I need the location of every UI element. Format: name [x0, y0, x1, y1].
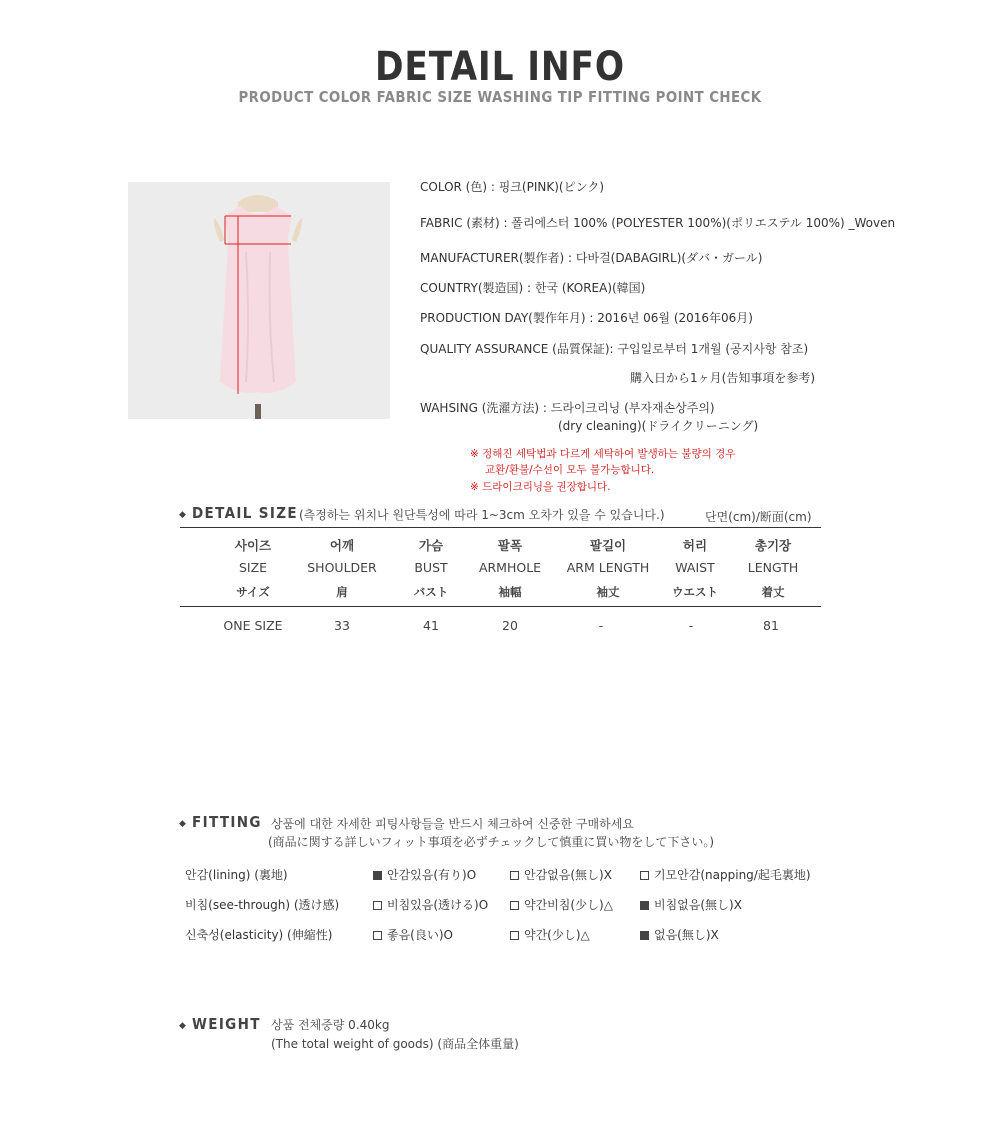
option-label: 없음(無し)X	[654, 928, 719, 942]
weight-line-1: 상품 전체중량 0.40kg	[271, 1018, 390, 1032]
header-ko-waist: 허리	[682, 538, 708, 553]
header-en-shoulder: SHOULDER	[307, 560, 377, 575]
header-en-size: SIZE	[238, 560, 268, 575]
header-ko-length: 총기장	[754, 538, 792, 553]
info-country: COUNTRY(製造国) : 한국 (KOREA)(韓国)	[420, 281, 646, 295]
checkbox-checked-icon[interactable]	[373, 871, 382, 880]
header-jp-arm-length: 袖丈	[596, 585, 620, 599]
header-en-arm-length: ARM LENGTH	[566, 560, 650, 575]
note-line-2: 교환/환불/수선이 모두 불가능합니다.	[485, 464, 655, 476]
dress-illustration	[128, 182, 390, 419]
page-subtitle: PRODUCT COLOR FABRIC SIZE WASHING TIP FITTING POINT CHECK	[238, 88, 762, 106]
checkbox-empty-icon[interactable]	[373, 901, 382, 910]
info-fabric: FABRIC (素材) : 폴리에스터 100% (POLYESTER 100%)(ポリエステル 100%) _Woven	[420, 216, 896, 230]
option-elasticity-slight[interactable]	[510, 926, 590, 943]
header-ko-bust: 가슴	[418, 538, 444, 553]
checkbox-checked-icon[interactable]	[640, 901, 649, 910]
option-see-through-no[interactable]	[640, 896, 742, 913]
header-jp-waist: ウエスト	[672, 585, 718, 599]
option-see-through-yes[interactable]	[373, 896, 488, 913]
diamond-bullet-icon: ◆	[179, 1021, 186, 1031]
checkbox-empty-icon[interactable]	[640, 871, 649, 880]
option-label: 약간비침(少し)△	[524, 898, 613, 912]
info-quality-assurance-jp: 購入日から1ヶ月(告知事項を参考)	[630, 371, 815, 385]
option-elasticity-none[interactable]	[640, 926, 719, 943]
header-jp-armhole: 袖幅	[498, 585, 522, 599]
option-label: 비침없음(無し)X	[654, 898, 742, 912]
checkbox-empty-icon[interactable]	[510, 901, 519, 910]
note-line-1: ※ 정해진 세탁법과 다르게 세탁하여 발생하는 불량의 경우	[470, 448, 736, 460]
option-label: 좋음(良い)O	[387, 928, 453, 942]
page-title: DETAIL INFO	[375, 44, 625, 90]
fitting-heading: FITTING	[192, 813, 262, 831]
table-cell-shoulder: 33	[334, 618, 350, 633]
note-line-3: ※ 드라이크리닝을 권장합니다.	[470, 481, 611, 493]
table-cell-size: ONE SIZE	[223, 618, 283, 633]
detail-size-unit: 단면(cm)/断面(cm)	[705, 510, 812, 524]
detail-size-heading: DETAIL SIZE	[192, 504, 298, 522]
header-jp-bust: バスト	[413, 585, 449, 599]
option-label: 기모안감(napping/起毛裏地)	[654, 868, 811, 882]
checkbox-empty-icon[interactable]	[510, 871, 519, 880]
checkbox-empty-icon[interactable]	[373, 931, 382, 940]
option-label: 약간(少し)△	[524, 928, 590, 942]
option-lining-napping[interactable]	[640, 866, 811, 883]
header-jp-length: 着丈	[761, 585, 785, 599]
table-header-rule	[180, 606, 821, 607]
info-washing: WAHSING (洗濯方法) : 드라이크리닝 (부자재손상주의)	[420, 401, 715, 415]
info-production-day: PRODUCTION DAY(製作年月) : 2016년 06월 (2016年06月)	[420, 311, 753, 325]
header-en-armhole: ARMHOLE	[478, 560, 542, 575]
fitting-label-elasticity: 신축성(elasticity) (伸縮性)	[185, 928, 333, 942]
header-en-bust: BUST	[414, 560, 448, 575]
weight-line-2: (The total weight of goods) (商品全体重量)	[271, 1037, 519, 1051]
table-cell-bust: 41	[423, 618, 439, 633]
header-ko-armhole: 팔폭	[497, 538, 523, 553]
option-label: 안감없음(無し)X	[524, 868, 612, 882]
option-lining-yes[interactable]	[373, 866, 476, 883]
weight-heading: WEIGHT	[192, 1015, 261, 1033]
detail-size-description: (측정하는 위치나 원단특성에 따라 1~3cm 오차가 있을 수 있습니다.)	[299, 508, 665, 522]
header-ko-shoulder: 어깨	[329, 538, 355, 553]
info-washing-en: (dry cleaning)(ドライクリーニング)	[558, 419, 759, 433]
header-jp-shoulder: 肩	[336, 585, 348, 599]
fitting-description-1: 상품에 대한 자세한 피팅사항들을 반드시 체크하여 신중한 구매하세요	[271, 817, 634, 831]
diamond-bullet-icon: ◆	[179, 819, 186, 829]
table-cell-waist: -	[688, 618, 694, 633]
info-color: COLOR (色) : 핑크(PINK)(ピンク)	[420, 180, 605, 194]
table-cell-armhole: 20	[502, 618, 518, 633]
option-see-through-slight[interactable]	[510, 896, 613, 913]
header-ko-size: 사이즈	[234, 538, 272, 553]
product-photo	[128, 182, 390, 419]
fitting-label-lining: 안감(lining) (裏地)	[185, 868, 288, 882]
header-en-length: LENGTH	[747, 560, 799, 575]
header-en-waist: WAIST	[675, 560, 715, 575]
fitting-description-2: (商品に関する詳しいフィット事項を必ずチェックして慎重に買い物をして下さい。)	[268, 835, 715, 849]
diamond-bullet-icon: ◆	[179, 510, 186, 520]
info-manufacturer: MANUFACTURER(製作者) : 다바걸(DABAGIRL)(ダバ・ガール)	[420, 251, 763, 265]
table-cell-length: 81	[763, 618, 779, 633]
fitting-label-see-through: 비침(see-through) (透け感)	[185, 898, 340, 912]
checkbox-empty-icon[interactable]	[510, 931, 519, 940]
option-elasticity-good[interactable]	[373, 926, 453, 943]
header-ko-arm-length: 팔길이	[589, 538, 627, 553]
option-lining-no[interactable]	[510, 866, 612, 883]
info-quality-assurance: QUALITY ASSURANCE (品質保証): 구입일로부터 1개월 (공지사항 참조)	[420, 342, 809, 356]
checkbox-checked-icon[interactable]	[640, 931, 649, 940]
table-cell-arm-length: -	[598, 618, 604, 633]
header-jp-size: サイズ	[236, 585, 270, 599]
option-label: 안감있음(有り)O	[387, 868, 477, 882]
option-label: 비침있음(透ける)O	[387, 898, 489, 912]
table-top-rule	[180, 527, 821, 528]
